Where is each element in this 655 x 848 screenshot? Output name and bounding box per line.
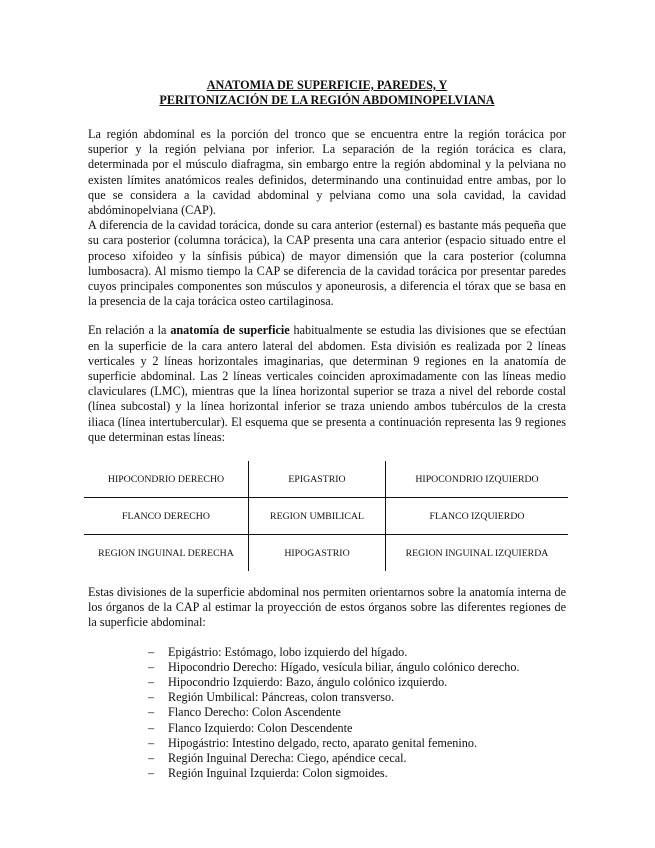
paragraph-surface-anatomy: [88, 323, 566, 445]
region-cell: HIPOGASTRIO: [249, 535, 386, 572]
list-dash: –: [148, 705, 155, 720]
region-cell: FLANCO IZQUIERDO: [386, 498, 569, 535]
region-cell: REGION INGUINAL DERECHA: [84, 535, 249, 572]
region-cell: HIPOCONDRIO IZQUIERDO: [386, 461, 569, 498]
surface-text-after: habitualmente se estudia las divisiones que se efectúan en la superficie de la cara antero lateral del abdomen. Esta división es realizada por 2 líneas verticales y 2 líneas horizontales imaginarias, que determinan 9 regiones en la anatomía de superficie abdominal. Las 2 líneas verticales coinciden aproximadamente con las líneas medio claviculares (LMC), mientras que la línea horizontal superior se traza a nivel del reborde costal (línea subcostal) y la línea horizontal inferior se traza uniendo ambos tubérculos de la cresta iliaca (línea intertubercular). El esquema que se presenta a continuación representa las 9 regiones que determinan estas líneas:: [88, 323, 566, 444]
table-row: [84, 535, 568, 572]
surface-anatomy-term: anatomía de superficie: [170, 323, 290, 338]
document-title: [88, 78, 566, 108]
region-cell: FLANCO DERECHO: [84, 498, 249, 535]
region-cell: REGION UMBILICAL: [249, 498, 386, 535]
list-dash: –: [148, 675, 155, 690]
region-cell: HIPOCONDRIO DERECHO: [84, 461, 249, 498]
list-item: – Epigástrio: Estómago, lobo izquierdo del hígado.: [148, 644, 408, 659]
list-dash: –: [148, 735, 155, 750]
organ-projection-list: [148, 645, 566, 782]
table-row: [84, 498, 568, 535]
title-line-1: ANATOMIA DE SUPERFICIE, PAREDES, Y: [206, 78, 448, 92]
list-dash: –: [148, 659, 155, 674]
list-dash: –: [148, 720, 155, 735]
list-item: – Hipocondrio Derecho: Hígado, vesícula biliar, ángulo colónico derecho.: [148, 659, 520, 674]
abdominal-regions-table: [84, 461, 568, 571]
list-dash: –: [148, 766, 155, 781]
paragraph-intro: La región abdominal es la porción del tronco que se encuentra entre la región torácica por superior y la región pelviana por inferior. La separación de la región torácica es clara, determinada por el músculo diafragma, sin embargo entre la región abdominal y la pelviana no existen límites anatómicos reales definidos, determinando una continuidad entre ambas, por lo que se considera a la cavidad abdominal y pelviana como una sola cavidad, la cavidad abdóminopelviana (CAP).: [88, 127, 566, 218]
list-item: – Flanco Derecho: Colon Ascendente: [148, 705, 341, 720]
list-dash: –: [148, 690, 155, 705]
list-item: – Flanco Izquierdo: Colon Descendente: [148, 720, 353, 735]
list-item: – Hipogástrio: Intestino delgado, recto, aparato genital femenino.: [148, 735, 477, 750]
region-cell: REGION INGUINAL IZQUIERDA: [405, 547, 549, 559]
list-dash: –: [148, 644, 155, 659]
surface-text-before: En relación a la: [88, 323, 171, 338]
paragraph-projection: Estas divisiones de la superficie abdominal nos permiten orientarnos sobre la anatomía interna de los órganos de la CAP al estimar la proyección de estos órganos sobre las diferentes regiones de la superficie abdominal:: [88, 585, 566, 630]
list-item: – Hipocondrio Izquierdo: Bazo, ángulo colónico izquierdo.: [148, 675, 448, 690]
paragraph-comparison: A diferencia de la cavidad torácica, donde su cara anterior (esternal) es bastante más pequeña que su cara posterior (columna torácica), la CAP presenta una cara anterior (espacio situado entre el proceso xifoideo y la sínfisis púbica) de mayor dimensión que la cara posterior (columna lumbosacra). Al mismo tiempo la CAP se diferencia de la cavidad torácica por presentar paredes cuyos principales componentes son músculos y aponeurosis, a diferencia el tórax que se basa en la presencia de la caja torácica osteo cartilaginosa.: [88, 218, 566, 309]
document-page: [88, 78, 566, 782]
list-item: – Región Inguinal Derecha: Ciego, apéndice cecal.: [148, 751, 407, 766]
table-row: [84, 461, 568, 498]
title-line-2: PERITONIZACIÓN DE LA REGIÓN ABDOMINOPELVIANA: [159, 93, 495, 107]
list-item: – Región Umbilical: Páncreas, colon transverso.: [148, 690, 395, 705]
list-item: – Región Inguinal Izquierda: Colon sigmoides.: [148, 766, 388, 781]
region-cell: EPIGASTRIO: [249, 461, 386, 498]
list-dash: –: [148, 751, 155, 766]
